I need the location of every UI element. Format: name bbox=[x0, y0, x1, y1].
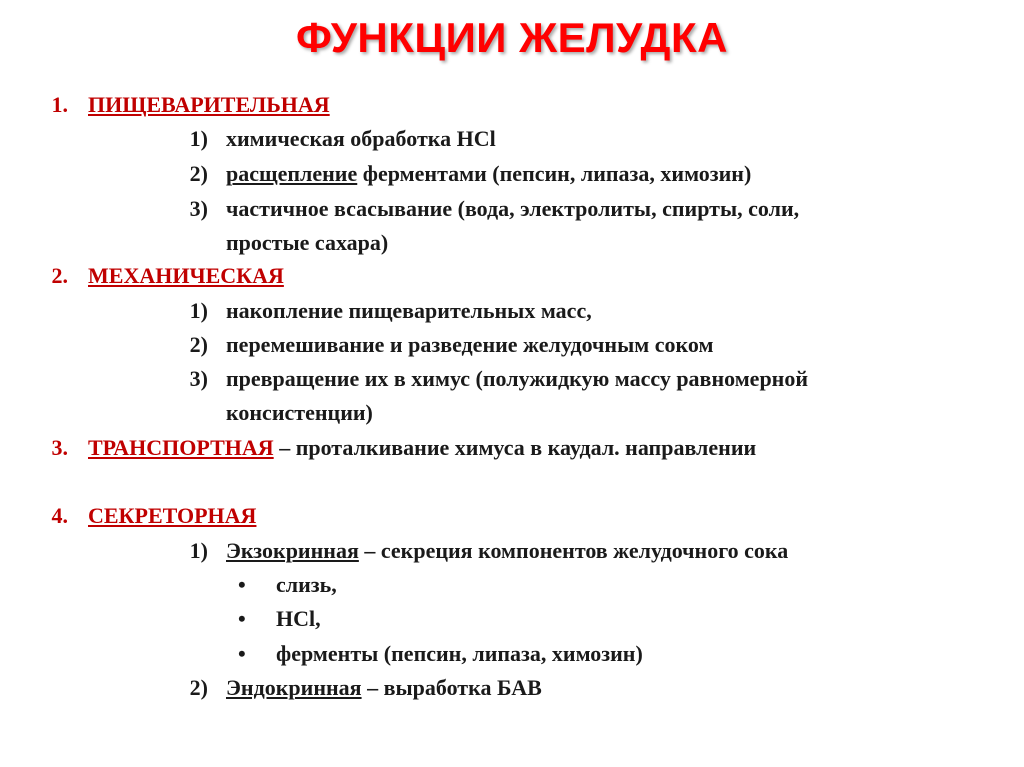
section-description: – проталкивание химуса в каудал. направлении bbox=[273, 435, 757, 460]
item-text: ферментами (пепсин, липаза, химозин) bbox=[357, 161, 752, 186]
item-text: химическая обработка HCl bbox=[226, 126, 496, 151]
item-number: 1) bbox=[189, 126, 208, 151]
item-keyword: Экзокринная bbox=[226, 538, 359, 563]
section-label: СЕКРЕТОРНАЯ bbox=[88, 503, 257, 528]
item-keyword: расщепление bbox=[226, 161, 358, 186]
item-keyword: Эндокринная bbox=[226, 675, 362, 700]
bullet-text: HCl, bbox=[276, 606, 321, 631]
section-number: 4. bbox=[51, 503, 68, 528]
section-label: ПИЩЕВАРИТЕЛЬНАЯ bbox=[88, 92, 330, 117]
item-text: перемешивание и разведение желудочным соком bbox=[226, 332, 714, 357]
slide-title: ФУНКЦИИ ЖЕЛУДКА bbox=[296, 14, 728, 61]
bullet-icon: • bbox=[238, 606, 246, 631]
section-label: ТРАНСПОРТНАЯ bbox=[88, 435, 274, 460]
item-text: простые сахара) bbox=[226, 230, 389, 255]
item-number: 2) bbox=[189, 161, 208, 186]
item-text: превращение их в химус (полужидкую массу равномерной bbox=[226, 366, 809, 391]
item-number: 3) bbox=[189, 366, 208, 391]
item-text: – выработка БАВ bbox=[361, 675, 542, 700]
item-number: 1) bbox=[189, 538, 208, 563]
section-number: 3. bbox=[51, 435, 68, 460]
item-text: консистенции) bbox=[226, 400, 373, 425]
bullet-icon: • bbox=[238, 572, 246, 597]
item-text: – секреция компонентов желудочного сока bbox=[358, 538, 789, 563]
section-label: МЕХАНИЧЕСКАЯ bbox=[88, 263, 284, 288]
bullet-text: ферменты (пепсин, липаза, химозин) bbox=[276, 641, 643, 666]
section-number: 1. bbox=[51, 92, 68, 117]
bullet-text: слизь, bbox=[276, 572, 337, 597]
item-text: частичное всасывание (вода, электролиты, спирты, соли, bbox=[226, 196, 800, 221]
item-number: 3) bbox=[189, 196, 208, 221]
bullet-icon: • bbox=[238, 641, 246, 666]
item-number: 2) bbox=[189, 675, 208, 700]
item-number: 2) bbox=[189, 332, 208, 357]
item-text: накопление пищеварительных масс, bbox=[226, 298, 592, 323]
section-number: 2. bbox=[51, 263, 68, 288]
item-number: 1) bbox=[189, 298, 208, 323]
